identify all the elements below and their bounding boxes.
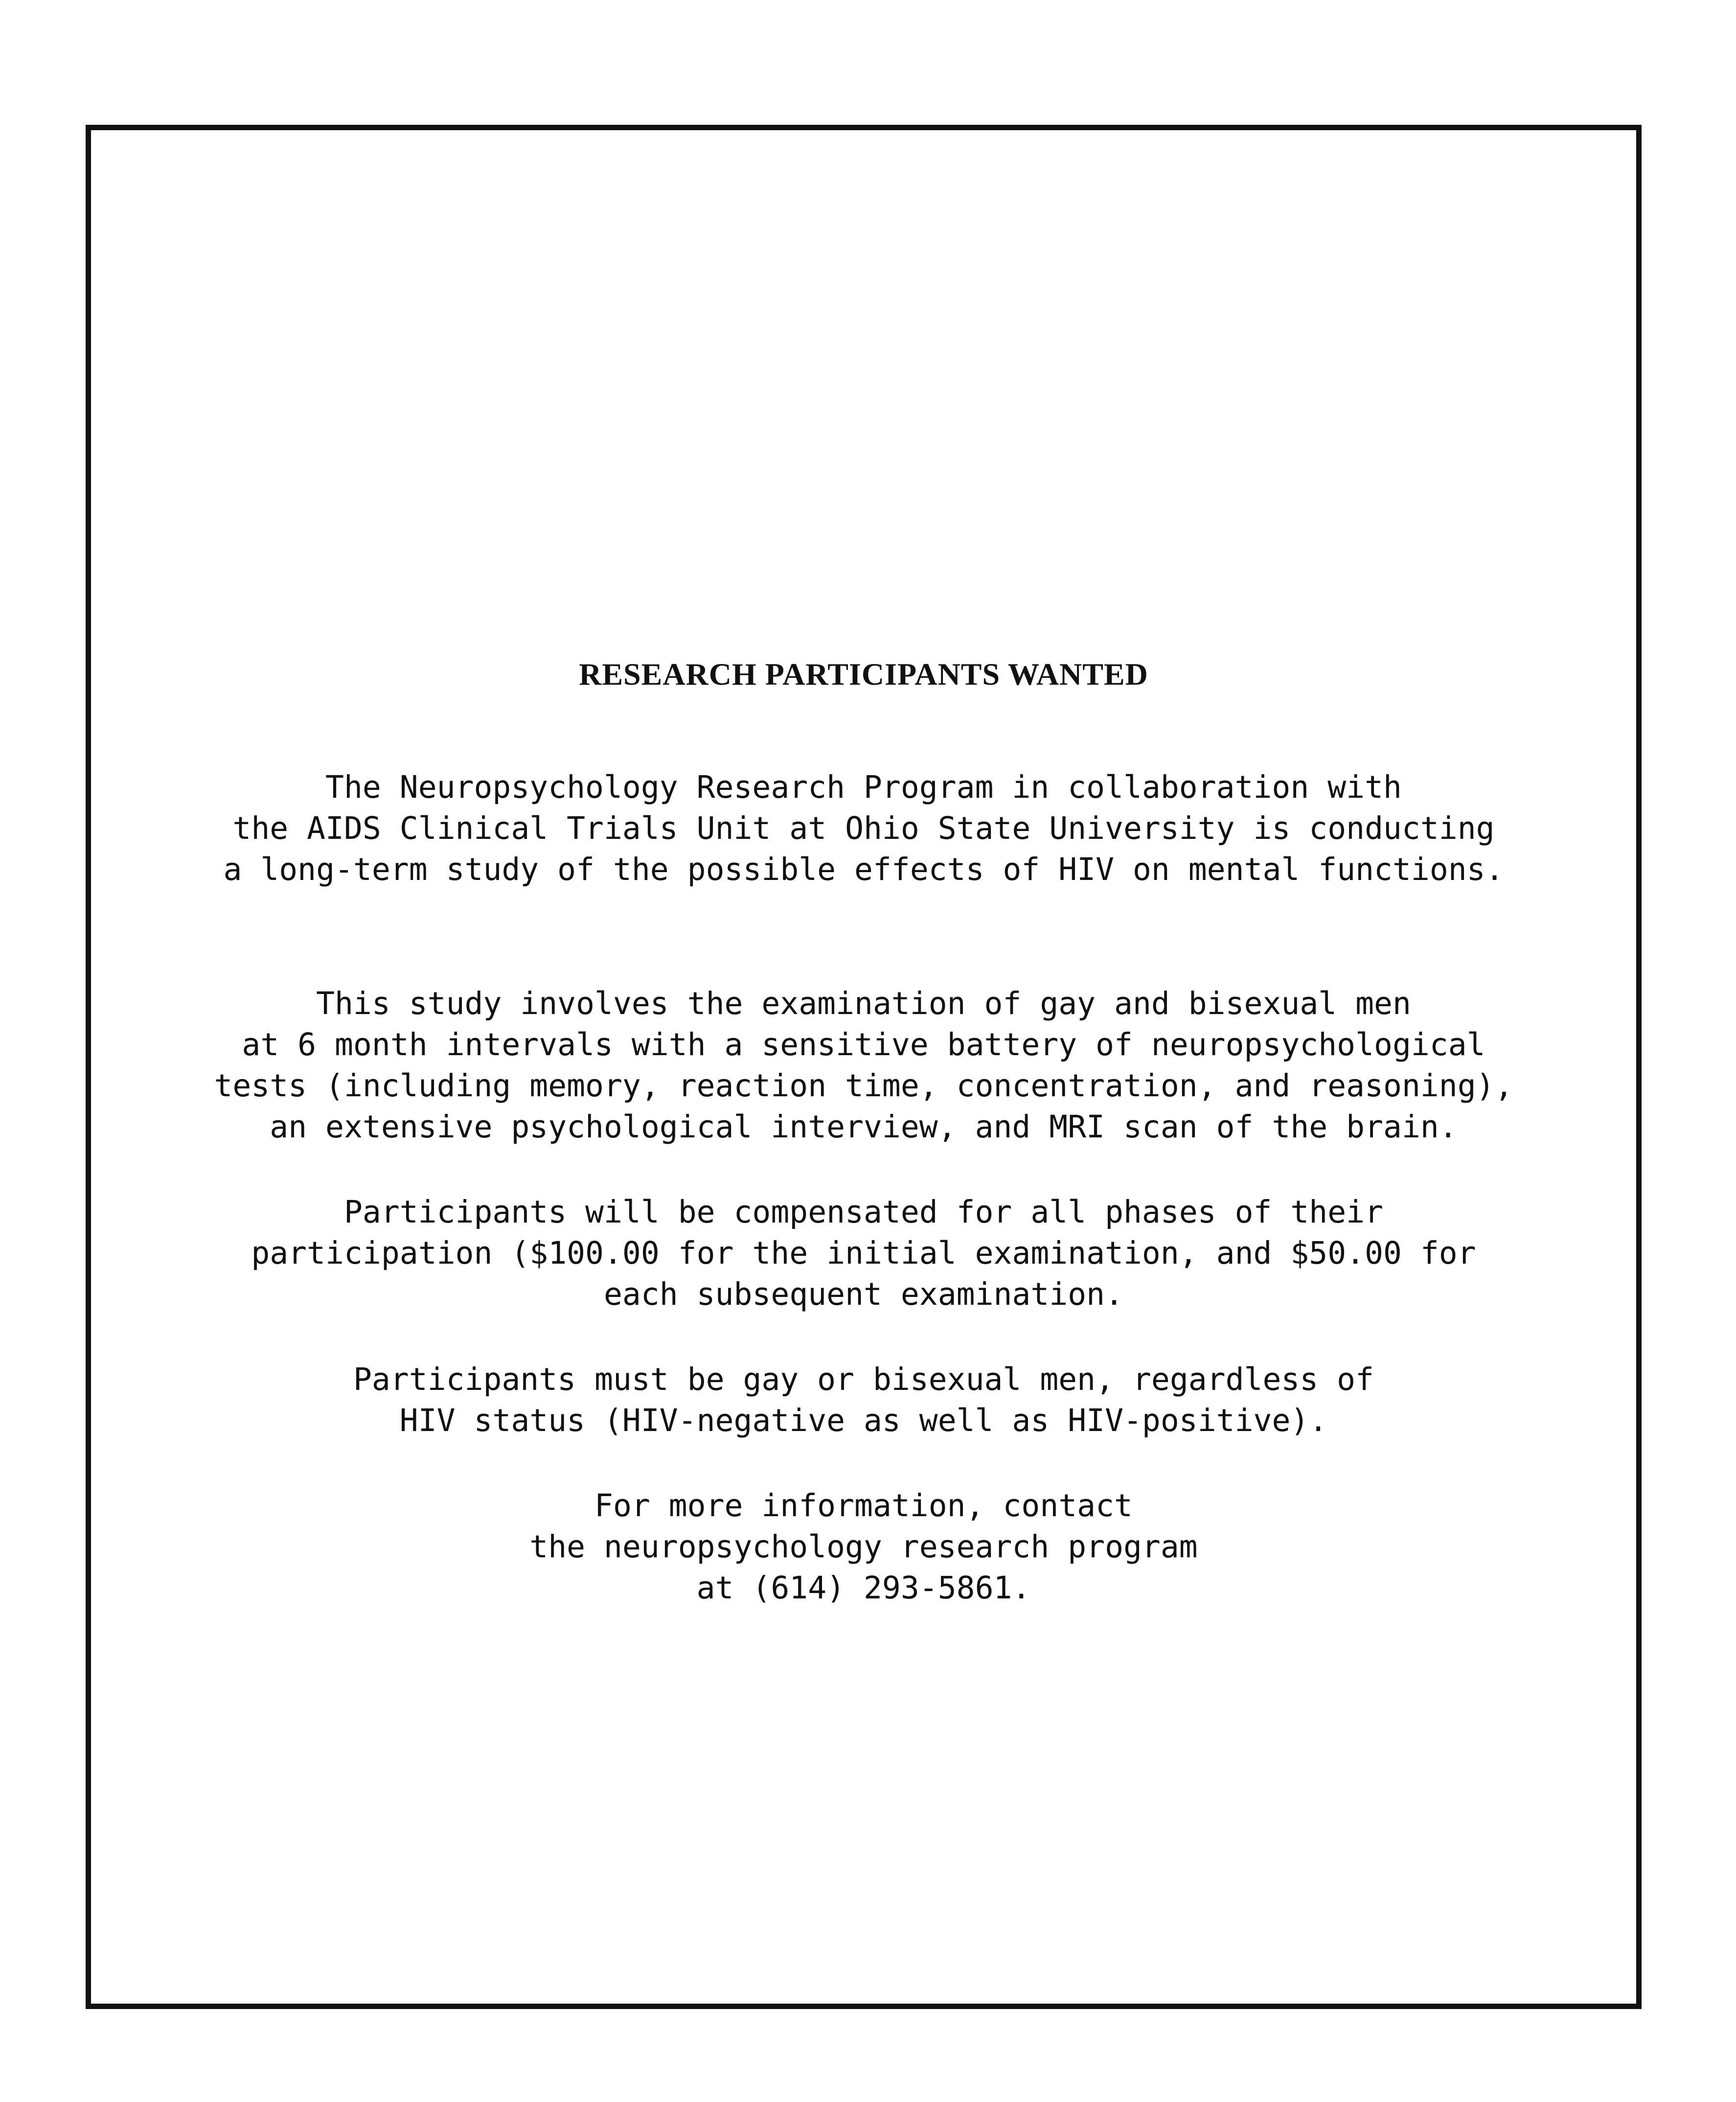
paragraph-line: The Neuropsychology Research Program in collaboration with: [325, 769, 1402, 805]
paragraph-line: a long-term study of the possible effects of HIV on mental functions.: [223, 851, 1504, 887]
paragraph-eligibility: [86, 1359, 1642, 1441]
flyer-content: [86, 656, 1642, 1653]
paragraph-line: at 6 month intervals with a sensitive battery of neuropsychological: [242, 1026, 1485, 1063]
paragraph-line: HIV status (HIV-negative as well as HIV-positive).: [399, 1402, 1328, 1438]
paragraph-contact: [86, 1485, 1642, 1609]
paragraph-line: the neuropsychology research program: [529, 1528, 1198, 1565]
paragraph-line: tests (including memory, reaction time, concentration, and reasoning),: [214, 1067, 1513, 1104]
paragraph-study-details: [86, 983, 1642, 1148]
paragraph-program-description: [86, 767, 1642, 890]
paragraph-line: Participants must be gay or bisexual men, regardless of: [353, 1361, 1374, 1397]
paragraph-line: an extensive psychological interview, and MRI scan of the brain.: [270, 1109, 1458, 1145]
contact-phone: at (614) 293-5861.: [696, 1570, 1031, 1606]
paragraph-line: the AIDS Clinical Trials Unit at Ohio State University is conducting: [232, 810, 1495, 846]
paragraph-line: Participants will be compensated for all phases of their: [343, 1194, 1384, 1230]
paragraph-compensation: [86, 1192, 1642, 1315]
paragraph-line: participation ($100.00 for the initial examination, and $50.00 for: [251, 1235, 1476, 1271]
flyer-title: RESEARCH PARTICIPANTS WANTED: [579, 657, 1148, 692]
paragraph-line: This study involves the examination of gay and bisexual men: [316, 985, 1411, 1021]
paragraph-line: each subsequent examination.: [603, 1276, 1124, 1312]
paragraph-line: For more information, contact: [594, 1487, 1133, 1524]
